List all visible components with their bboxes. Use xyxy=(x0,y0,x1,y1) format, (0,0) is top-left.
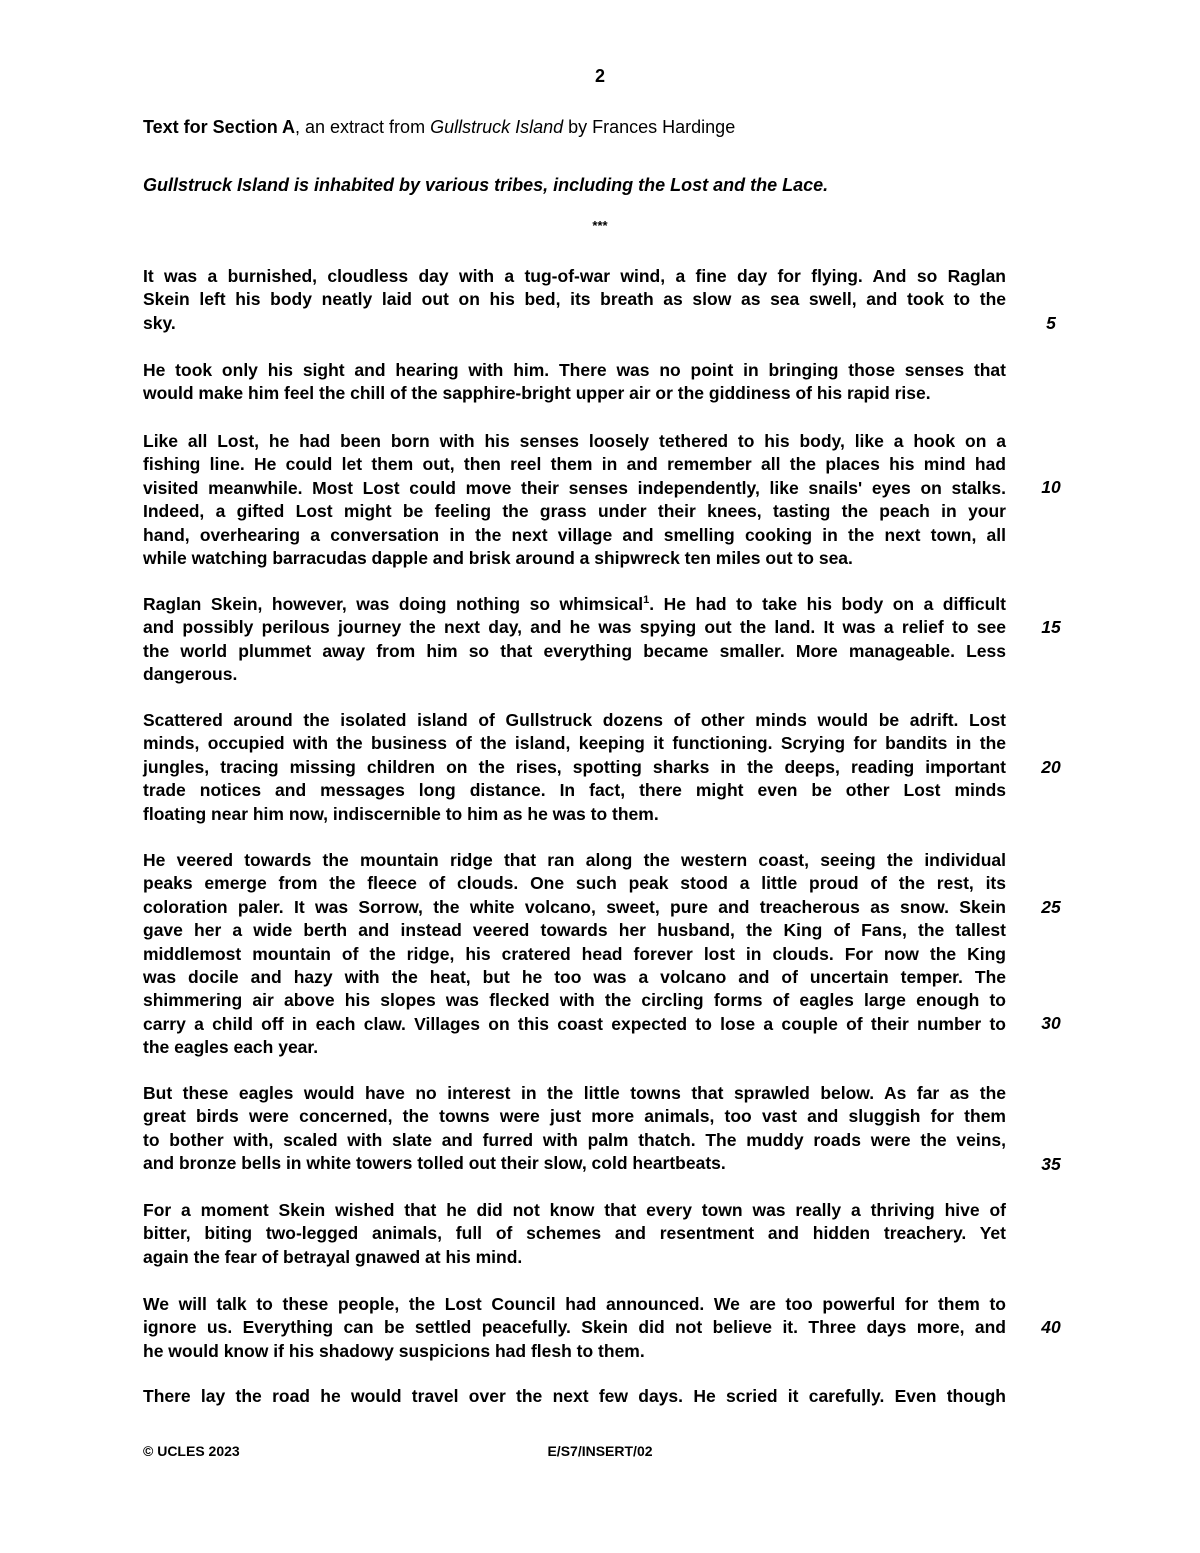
paragraph-10 xyxy=(143,1385,1006,1408)
text-line: It was a burnished, cloudless day with a tug-of-war wind, a fine day for flying. And so Raglan xyxy=(143,266,1006,286)
text-line: Skein left his body neatly laid out on his bed, its breath as slow as sea swell, and took to the xyxy=(143,289,1006,310)
text-line: trade notices and messages long distance. In fact, there might even be other Lost minds xyxy=(143,780,1006,801)
text-line: minds, occupied with the business of the island, keeping it functioning. Scrying for bandits in the xyxy=(143,733,1006,754)
paragraph-5 xyxy=(143,709,1006,826)
text-line: Indeed, a gifted Lost might be feeling the grass under their knees, tasting the peach in your xyxy=(143,501,1006,522)
separator: *** xyxy=(592,218,608,233)
line-number-30: 30 xyxy=(1041,1013,1061,1033)
paragraph-6 xyxy=(143,849,1006,1060)
line-number-25: 25 xyxy=(1041,897,1061,917)
text-line: But these eagles would have no interest in the little towns that sprawled below. As far as the xyxy=(143,1083,1006,1103)
text-line: coloration paler. It was Sorrow, the white volcano, sweet, pure and treacherous as snow. Skein xyxy=(143,896,1006,917)
text-line: bitter, biting two-legged animals, full of schemes and resentment and hidden treachery. Yet xyxy=(143,1223,1006,1244)
text-line: floating near him now, indiscernible to him as he was to them. xyxy=(143,803,659,824)
paragraph-7 xyxy=(143,1082,1006,1176)
text-line: peaks emerge from the fleece of clouds. One such peak stood a little proud of the rest, its xyxy=(143,873,1006,894)
text-line: visited meanwhile. Most Lost could move their senses independently, like snails' eyes on stalks. xyxy=(143,477,1006,498)
line-number-5: 5 xyxy=(1046,313,1056,333)
text-line xyxy=(143,593,1006,616)
paragraph-1 xyxy=(143,265,1006,335)
text-line: the eagles each year. xyxy=(143,1037,319,1058)
text-line: There lay the road he would travel over the next few days. He scried it carefully. Even though xyxy=(143,1386,1006,1406)
paragraph-4 xyxy=(143,593,1006,687)
text-line: ignore us. Everything can be settled peacefully. Skein did not believe it. Three days more, and xyxy=(143,1317,1006,1338)
line-number-40: 40 xyxy=(1041,1317,1061,1337)
title-prefix: Text for Section A xyxy=(143,117,296,137)
text-line: gave her a wide berth and instead veered towards her husband, the King of Fans, the tallest xyxy=(143,920,1006,941)
text-line: and possibly perilous journey the next day, and he was spying out the land. It was a relief to see xyxy=(143,617,1006,638)
text-line: For a moment Skein wished that he did not know that every town was really a thriving hive of xyxy=(143,1200,1006,1220)
text-line: middlemost mountain of the ridge, his cratered head forever lost in clouds. For now the King xyxy=(143,943,1006,964)
text-line: was docile and hazy with the heat, but he too was a volcano and of uncertain temper. The xyxy=(143,967,1006,988)
line-number-10: 10 xyxy=(1041,477,1061,497)
text-line: the world plummet away from him so that everything became smaller. More manageable. Less xyxy=(143,640,1006,661)
text-fragment: . He had to take his body on a difficult xyxy=(649,594,1006,614)
section-title xyxy=(143,117,735,138)
text-line: He took only his sight and hearing with him. There was no point in bringing those senses that xyxy=(143,360,1006,380)
paragraph-3 xyxy=(143,430,1006,570)
text-line: hand, overhearing a conversation in the next village and smelling cooking in the next town, all xyxy=(143,524,1006,545)
text-line: shimmering air above his slopes was flecked with the circling forms of eagles large enough to xyxy=(143,990,1006,1011)
line-number-15: 15 xyxy=(1041,617,1061,637)
footer-copyright: © UCLES 2023 xyxy=(143,1443,240,1459)
text-line: fishing line. He could let them out, then reel them in and remember all the places his mind had xyxy=(143,454,1006,475)
intro-text: Gullstruck Island is inhabited by various tribes, including the Lost and the Lace. xyxy=(143,175,829,195)
line-number-35: 35 xyxy=(1041,1154,1061,1174)
text-line: while watching barracudas dapple and brisk around a shipwreck ten miles out to sea. xyxy=(143,548,853,569)
text-line: We will talk to these people, the Lost Council had announced. We are too powerful for them to xyxy=(143,1294,1006,1314)
footnote-marker: 1 xyxy=(643,594,650,607)
text-fragment: Raglan Skein, however, was doing nothing so whimsical xyxy=(143,594,644,614)
text-line: he would know if his shadowy suspicions had flesh to them. xyxy=(143,1340,645,1361)
footer-document-code: E/S7/INSERT/02 xyxy=(547,1443,653,1459)
line-number-20: 20 xyxy=(1041,757,1061,777)
text-line: again the fear of betrayal gnawed at his mind. xyxy=(143,1246,523,1267)
text-line: dangerous. xyxy=(143,664,238,685)
paragraph-9 xyxy=(143,1293,1006,1363)
text-line: Like all Lost, he had been born with his senses loosely tethered to his body, like a hook on a xyxy=(143,431,1006,451)
paragraph-2 xyxy=(143,359,1006,406)
text-line: jungles, tracing missing children on the rises, spotting sharks in the deeps, reading important xyxy=(143,756,1006,777)
text-line: great birds were concerned, the towns were just more animals, too vast and sluggish for them xyxy=(143,1106,1006,1127)
text-line: carry a child off in each claw. Villages on this coast expected to lose a couple of their number to xyxy=(143,1013,1006,1034)
paragraph-8 xyxy=(143,1199,1006,1269)
page-number: 2 xyxy=(594,66,605,86)
title-middle: , an extract from xyxy=(295,117,431,137)
title-suffix: by Frances Hardinge xyxy=(563,117,736,137)
text-line: and bronze bells in white towers tolled out their slow, cold heartbeats. xyxy=(143,1153,726,1174)
text-line: would make him feel the chill of the sapphire-bright upper air or the giddiness of his rapid rise. xyxy=(143,383,931,404)
text-line: He veered towards the mountain ridge that ran along the western coast, seeing the individual xyxy=(143,850,1006,870)
book-title: Gullstruck Island xyxy=(430,117,564,137)
text-line: to bother with, scaled with slate and furred with palm thatch. The muddy roads were the veins, xyxy=(143,1129,1006,1150)
text-line: Scattered around the isolated island of Gullstruck dozens of other minds would be adrift. Lost xyxy=(143,710,1006,730)
text-line: sky. xyxy=(143,312,176,333)
